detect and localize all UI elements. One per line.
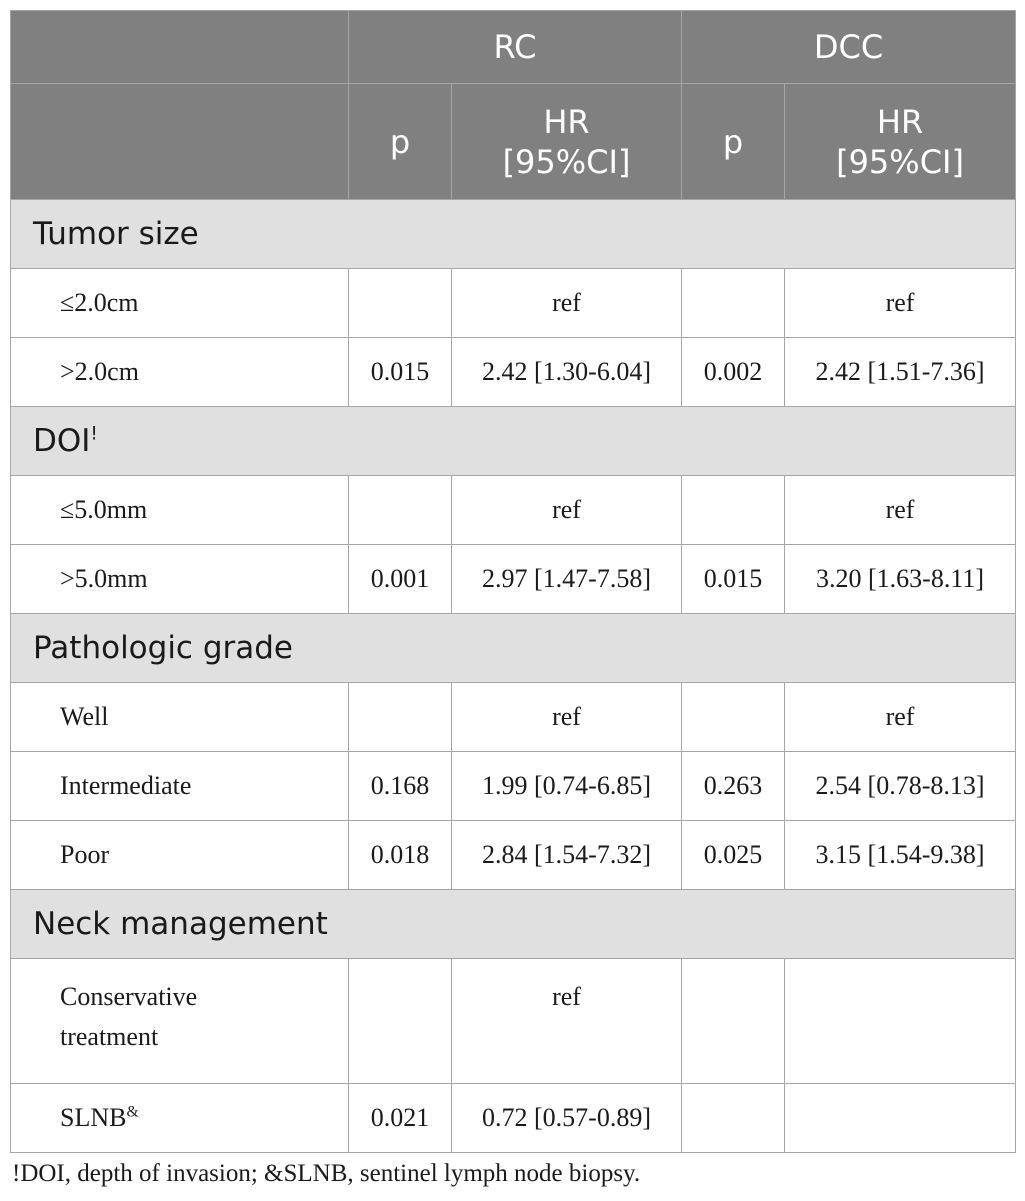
rc-p-value: 0.015 <box>349 338 452 407</box>
rc-p-value <box>349 683 452 752</box>
dcc-hr-value: ref <box>785 683 1016 752</box>
rc-hr-value: ref <box>452 476 682 545</box>
header-dcc-hr <box>785 84 1016 200</box>
row-label: >2.0cm <box>11 338 349 407</box>
section-row <box>11 890 1016 959</box>
header-rc-hr <box>452 84 682 200</box>
dcc-hr-value: ref <box>785 269 1016 338</box>
rc-hr-value: 2.84 [1.54-7.32] <box>452 821 682 890</box>
rc-hr-value: 2.42 [1.30-6.04] <box>452 338 682 407</box>
dcc-hr-value <box>785 959 1016 1084</box>
row-label-sup: & <box>126 1103 139 1121</box>
dcc-hr-value: 2.54 [0.78-8.13] <box>785 752 1016 821</box>
table-row <box>11 1084 1016 1153</box>
rc-hr-value: 2.97 [1.47-7.58] <box>452 545 682 614</box>
table-row <box>11 476 1016 545</box>
dcc-p-value <box>682 269 785 338</box>
rc-p-value: 0.021 <box>349 1084 452 1153</box>
rc-p-value: 0.001 <box>349 545 452 614</box>
section-row <box>11 200 1016 269</box>
table-row <box>11 821 1016 890</box>
dcc-p-value: 0.025 <box>682 821 785 890</box>
section-title-sup: ! <box>90 423 98 445</box>
dcc-hr-value: 3.20 [1.63-8.11] <box>785 545 1016 614</box>
dcc-p-value <box>682 683 785 752</box>
table-row <box>11 338 1016 407</box>
table-footnote: !DOI, depth of invasion; &SLNB, sentinel lymph node biopsy. <box>12 1160 641 1187</box>
dcc-p-value: 0.002 <box>682 338 785 407</box>
dcc-hr-value <box>785 1084 1016 1153</box>
rc-p-value <box>349 959 452 1084</box>
row-label <box>11 959 349 1084</box>
dcc-p-value: 0.263 <box>682 752 785 821</box>
hr-label: HR <box>876 102 924 141</box>
header-row-groups <box>11 11 1016 84</box>
table-row <box>11 683 1016 752</box>
row-label: >5.0mm <box>11 545 349 614</box>
rc-hr-value: 0.72 [0.57-0.89] <box>452 1084 682 1153</box>
dcc-p-value: 0.015 <box>682 545 785 614</box>
section-title: Tumor size <box>11 200 1016 269</box>
header-rc: RC <box>349 11 682 84</box>
rc-p-value: 0.168 <box>349 752 452 821</box>
dcc-hr-value: 2.42 [1.51-7.36] <box>785 338 1016 407</box>
rc-hr-value: 1.99 [0.74-6.85] <box>452 752 682 821</box>
table-row <box>11 269 1016 338</box>
section-title-text: DOI <box>33 423 91 459</box>
dcc-p-value <box>682 476 785 545</box>
header-dcc-p <box>682 84 785 200</box>
rc-p-value <box>349 269 452 338</box>
dcc-hr-value: ref <box>785 476 1016 545</box>
hazard-ratio-table <box>10 10 1016 1153</box>
row-label <box>11 1084 349 1153</box>
row-label: Well <box>11 683 349 752</box>
rc-hr-value: ref <box>452 683 682 752</box>
section-title: Pathologic grade <box>11 614 1016 683</box>
row-label: Poor <box>11 821 349 890</box>
table-row <box>11 752 1016 821</box>
dcc-p-value <box>682 959 785 1084</box>
row-label-line2: treatment <box>60 1022 159 1051</box>
row-label: ≤2.0cm <box>11 269 349 338</box>
header-dcc: DCC <box>682 11 1016 84</box>
row-label-line1: Conservative <box>60 982 198 1011</box>
dcc-hr-value: 3.15 [1.54-9.38] <box>785 821 1016 890</box>
rc-p-value: 0.018 <box>349 821 452 890</box>
header-rc-p <box>349 84 452 200</box>
rc-hr-value: ref <box>452 959 682 1084</box>
header-row-columns <box>11 84 1016 200</box>
ci-label: [95%CI] <box>502 142 631 181</box>
section-title <box>11 407 1016 476</box>
p-label: p <box>389 122 411 161</box>
dcc-p-value <box>682 1084 785 1153</box>
rc-hr-value: ref <box>452 269 682 338</box>
row-label: Intermediate <box>11 752 349 821</box>
table-row <box>11 959 1016 1084</box>
p-label: p <box>722 122 744 161</box>
header-corner-2 <box>11 84 349 200</box>
section-row <box>11 407 1016 476</box>
table-row <box>11 545 1016 614</box>
hr-label: HR <box>543 102 590 141</box>
section-row <box>11 614 1016 683</box>
table-wrapper <box>10 10 1016 1153</box>
row-label-text: SLNB <box>60 1103 127 1132</box>
ci-label: [95%CI] <box>836 142 964 181</box>
header-corner <box>11 11 349 84</box>
rc-p-value <box>349 476 452 545</box>
row-label: ≤5.0mm <box>11 476 349 545</box>
section-title: Neck management <box>11 890 1016 959</box>
